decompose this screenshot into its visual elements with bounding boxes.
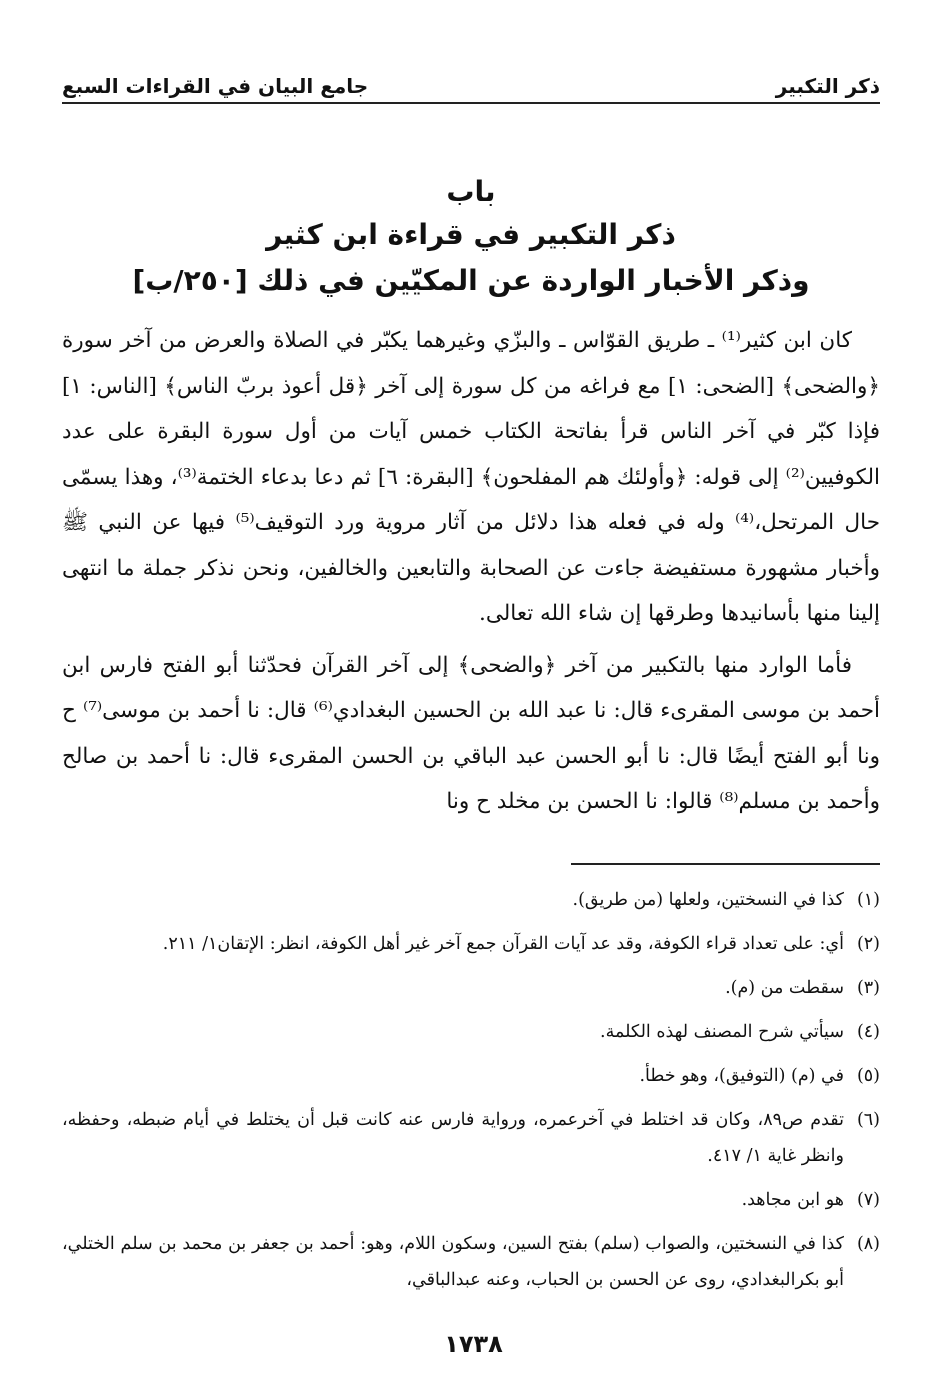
footnote [62,1226,880,1298]
header-book-title: جامع البيان في القراءات السبع [62,74,369,98]
footnote-text: سيأتي شرح المصنف لهذه الكلمة. [600,1022,844,1042]
footnote-number: (١) [856,890,880,910]
footnote-text: هو ابن مجاهد. [741,1190,844,1210]
chapter-title-line-2: وذكر الأخبار الواردة عن المكيّين في ذلك [٢٥٠/ب] [132,264,810,297]
header-rule [62,102,880,104]
footnote-number: (٧) [856,1190,880,1210]
footnote-text: في (م) (التوفيق)، وهو خطأ. [639,1066,844,1086]
paragraph-2: فأما الوارد منها بالتكبير من آخر ﴿والضحى﴾ إلى آخر القرآن فحدّثنا أبو الفتح فارس ابن أحمد بن موسى المقرىء قال: نا عبد الله بن الحسين البغدادي⁽⁶⁾ قال: نا أحمد بن موسى⁽⁷⁾ ح ونا أبو الفتح أيضًا قال: نا أبو الحسن عبد الباقي بن الحسن المقرىء قال: نا أحمد بن صالح وأحمد بن مسلم⁽⁸⁾ قالوا: نا الحسن بن مخلد ح ونا [62,652,880,814]
footnotes [62,882,880,1306]
header-section-title: ذكر التكبير [775,74,880,98]
footnote-number: (٣) [856,978,880,998]
paragraph-1: كان ابن كثير⁽¹⁾ ـ طريق القوّاس ـ والبزّي وغيرهما يكبّر في الصلاة والعرض من آخر سورة ﴿والضحى﴾ [الضحى: ١] مع فراغه من كل سورة إلى آخر ﴿قل أعوذ بربّ الناس﴾ [الناس: ١] فإذا كبّر في آخر الناس قرأ بفاتحة الكتاب خمس آيات من أول سورة البقرة على عدد الكوفيين⁽²⁾ إلى قوله: ﴿وأولئك هم المفلحون﴾ [البقرة: ٦] ثم دعا بدعاء الختمة⁽³⁾، وهذا يسمّى حال المرتحل،⁽⁴⁾ وله في فعله هذا دلائل من آثار مروية ورد التوقيف⁽⁵⁾ فيها عن النبي ﷺ وأخبار مشهورة مستفيضة جاءت عن الصحابة والتابعين والخالفين، ونحن نذكر جملة ما انتهى إلينا منها بأسانيدها وطرقها إن شاء الله تعالى. [62,328,881,626]
footnote [62,1058,880,1094]
footnote [62,1014,880,1050]
chapter-label: باب [446,175,496,208]
footnote-text: كذا في النسختين، ولعلها (من طريق). [572,890,844,910]
footnote [62,970,880,1006]
page-number: ١٧٣٨ [444,1330,503,1358]
footnote-number: (٢) [856,934,880,954]
chapter-heading [62,172,880,304]
footnote-number: (٤) [856,1022,880,1042]
footnote [62,1182,880,1218]
footnote [62,926,880,962]
footnote [62,882,880,918]
body-text [62,318,880,825]
footnote-text: سقطت من (م). [725,978,844,998]
footnote-number: (٥) [856,1066,880,1086]
footnote-text: تقدم ص٨٩، وكان قد اختلط في آخرعمره، ورواية فارس عنه كانت قبل أن يختلط في أيام ضبطه، وحفظه، وانظر غاية ١/ ٤١٧. [62,1110,844,1166]
footnote-text: أي: على تعداد قراء الكوفة، وقد عد آيات القرآن جمع آخر غير أهل الكوفة، انظر: الإتقان١/ ٢١١. [162,934,844,954]
footnote-text: كذا في النسختين، والصواب (سلم) بفتح السين، وسكون اللام، وهو: أحمد بن جعفر بن محمد بن سلم الختلي، أبو بكرالبغدادي، روى عن الحسن بن الحباب، وعنه عبدالباقي، [62,1234,844,1290]
footnote-rule [571,863,880,865]
chapter-title-line-1: ذكر التكبير في قراءة ابن كثير [266,218,676,251]
running-header [62,58,880,98]
footnote [62,1102,880,1174]
footnote-number: (٨) [856,1234,880,1254]
footnote-number: (٦) [856,1110,880,1130]
